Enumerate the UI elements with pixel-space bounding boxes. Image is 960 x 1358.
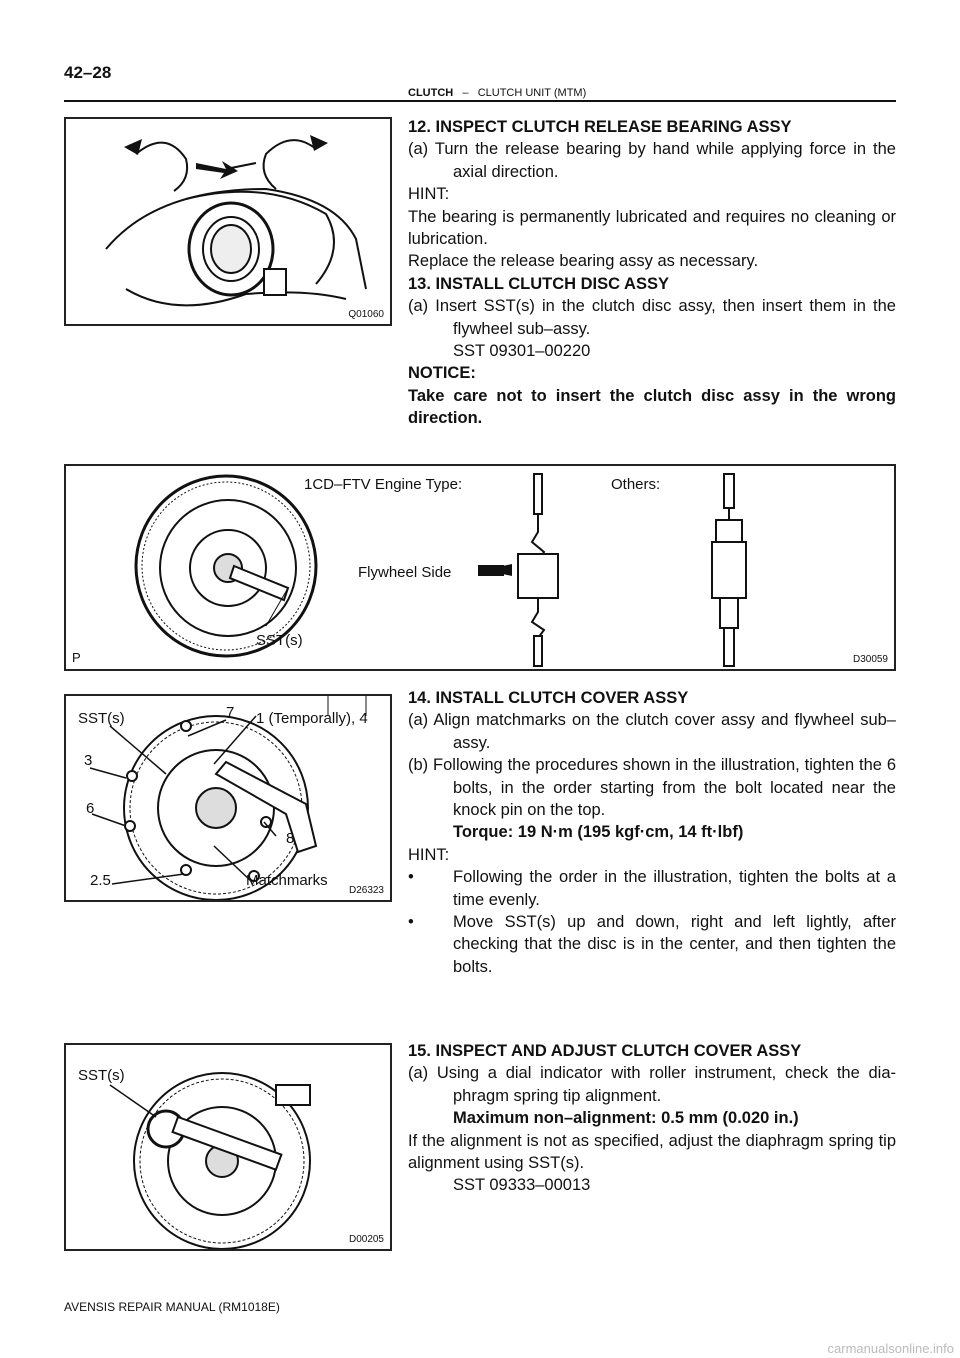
flywheel-arrow-icon — [478, 565, 504, 576]
step-13-a: (a) Insert SST(s) in the clutch disc assy, then insert them in the flywheel sub–assy. — [408, 297, 896, 338]
step-15 — [408, 1040, 896, 1197]
section-separator: – — [462, 87, 469, 99]
step-14 — [408, 687, 896, 978]
label-sst: SST(s) — [78, 710, 125, 727]
label-matchmarks: Matchmarks — [246, 872, 328, 889]
figure-code: D26323 — [348, 885, 384, 896]
section-title — [408, 87, 586, 99]
bearing-illustration — [66, 119, 390, 324]
label-bolt-3: 3 — [84, 752, 93, 769]
step-15-text: If the alignment is not as specified, adjust the diaphragm spring tip alignment using SST(s). — [408, 1131, 896, 1173]
label-bolt-2-5: 2.5 — [90, 872, 111, 889]
step-14-a: (a) Align matchmarks on the clutch cover assy and flywheel sub–assy. — [408, 711, 896, 752]
footer-manual: AVENSIS REPAIR MANUAL (RM1018E) — [64, 1300, 280, 1314]
figure-alignment-check — [64, 1043, 392, 1251]
label-bolt-8: 8 — [286, 830, 295, 847]
header-rule — [64, 100, 896, 102]
step-15-a: (a) Using a dial indicator with roller instrument, check the dia- phragm spring tip alignment. — [408, 1064, 896, 1105]
step-14-bullet-2: • Move SST(s) up and down, right and left lightly, after checking that the disc is in the center, and then tighten the bolts. — [408, 913, 896, 976]
subsection-name: CLUTCH UNIT (MTM) — [477, 87, 587, 99]
label-p: P — [72, 650, 81, 665]
arrow-right-icon — [310, 135, 328, 151]
step-12-title: 12. INSPECT CLUTCH RELEASE BEARING ASSY — [408, 118, 792, 136]
step-13-notice-text: Take care not to insert the clutch disc assy in the wrong direction. — [408, 386, 896, 428]
step-14-bullet-1: • Following the order in the illustration, tighten the bolts at a time evenly. — [408, 868, 896, 909]
step-15-title: 15. INSPECT AND ADJUST CLUTCH COVER ASSY — [408, 1042, 802, 1060]
step-12-a: (a) Turn the release bearing by hand while applying force in the axial direction. — [408, 140, 896, 181]
label-sst: SST(s) — [256, 632, 303, 649]
watermark: carmanualsonline.info — [827, 1341, 954, 1356]
label-bolt-6: 6 — [86, 800, 95, 817]
figure-code: Q01060 — [348, 309, 384, 320]
bullet-icon: • — [408, 868, 414, 887]
step-13-title: 13. INSTALL CLUTCH DISC ASSY — [408, 274, 669, 293]
label-flywheel-side: Flywheel Side — [358, 564, 452, 581]
label-bolt-7: 7 — [226, 704, 235, 721]
step-12-hint-1: The bearing is permanently lubricated and requires no cleaning or lubrication. — [408, 207, 896, 249]
steps-12-13 — [408, 116, 896, 430]
label-sst: SST(s) — [78, 1067, 125, 1084]
step-14-torque: Torque: 19 N·m (195 kgf·cm, 14 ft·lbf) — [453, 823, 744, 842]
bullet-icon: • — [408, 913, 414, 932]
figure-code: D30059 — [852, 654, 888, 665]
page-number: 42–28 — [64, 63, 112, 82]
step-15-sst: SST 09333–00013 — [453, 1176, 591, 1195]
step-13-notice-label: NOTICE: — [408, 364, 476, 383]
step-14-hint-label: HINT: — [408, 845, 450, 864]
step-12-hint-label: HINT: — [408, 185, 450, 204]
label-bolt-1-4: 1 (Temporally), 4 — [256, 710, 368, 727]
clutch-disc-illustration — [66, 466, 894, 669]
step-14-b: (b) Following the procedures shown in the illustration, tighten the 6 bolts, in the order starting from the bolt located near the knock pin on the top. — [408, 756, 896, 820]
figure-release-bearing — [64, 117, 392, 326]
step-15-max: Maximum non–alignment: 0.5 mm (0.020 in.) — [453, 1109, 799, 1128]
step-14-title: 14. INSTALL CLUTCH COVER ASSY — [408, 689, 689, 707]
step-13-sst: SST 09301–00220 — [453, 342, 591, 361]
step-12-hint-2: Replace the release bearing assy as necessary. — [408, 252, 759, 271]
section-name: CLUTCH — [408, 87, 454, 99]
figure-clutch-cover-torque — [64, 694, 392, 902]
figure-code: D00205 — [348, 1234, 384, 1245]
figure-clutch-disc-install — [64, 464, 896, 671]
label-others: Others: — [611, 476, 661, 493]
label-1cd-engine: 1CD–FTV Engine Type: — [304, 476, 463, 493]
